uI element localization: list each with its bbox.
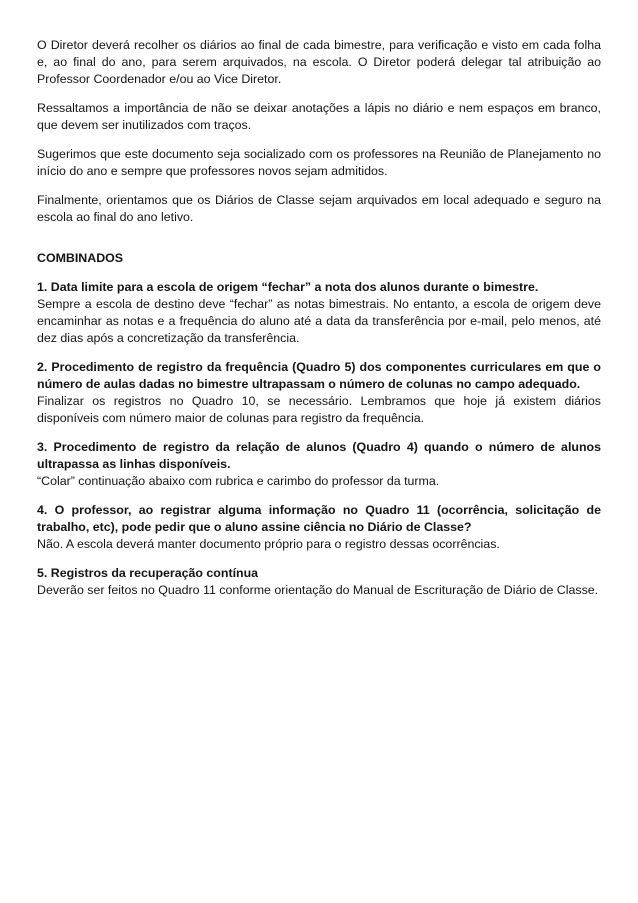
section-heading: COMBINADOS	[37, 251, 124, 265]
intro-paragraph-director: O Diretor deverá recolher os diários ao final de cada bimestre, para verificação e visto em cada folha e, ao final do ano, para serem arquivados, na escola. O Diretor poderá delegar tal atribuição ao Professor Coordenador e/ou ao Vice Diretor.	[37, 38, 601, 86]
intro-paragraph-socialize: Sugerimos que este documento seja socializado com os professores na Reunião de Planejamento no início do ano e sempre que professores novos sejam admitidos.	[37, 147, 601, 178]
item-4	[37, 502, 601, 553]
item-title: 5. Registros da recuperação contínua	[37, 566, 259, 580]
intro-paragraph-archive: Finalmente, orientamos que os Diários de Classe sejam arquivados em local adequado e seguro na escola ao final do ano letivo.	[37, 193, 601, 224]
item-2	[37, 359, 601, 427]
item-body: Finalizar os registros no Quadro 10, se necessário. Lembramos que hoje já existem diários disponíveis com número maior de colunas para registro da frequência.	[37, 394, 601, 425]
item-body: Não. A escola deverá manter documento próprio para o registro dessas ocorrências.	[37, 537, 500, 551]
item-body: “Colar” continuação abaixo com rubrica e carimbo do professor da turma.	[37, 474, 440, 488]
intro-paragraph-pencil: Ressaltamos a importância de não se deixar anotações a lápis no diário e nem espaços em branco, que devem ser inutilizados com traços.	[37, 101, 601, 132]
item-title: 1. Data limite para a escola de origem “fechar” a nota dos alunos durante o bimestre.	[37, 280, 539, 294]
section-spacer	[37, 238, 601, 250]
item-3	[37, 439, 601, 490]
item-5	[37, 565, 601, 599]
item-title: 3. Procedimento de registro da relação de alunos (Quadro 4) quando o número de alunos ultrapassa as linhas disponíveis.	[37, 440, 601, 471]
item-title: 4. O professor, ao registrar alguma informação no Quadro 11 (ocorrência, solicitação de trabalho, etc), pode pedir que o aluno assine ciência no Diário de Classe?	[37, 503, 601, 534]
document-page	[37, 37, 601, 611]
item-1	[37, 279, 601, 347]
item-body: Deverão ser feitos no Quadro 11 conforme orientação do Manual de Escrituração de Diário de Classe.	[37, 583, 599, 597]
item-body: Sempre a escola de destino deve “fechar” as notas bimestrais. No entanto, a escola de origem deve encaminhar as notas e a frequência do aluno até a data da transferência por e-mail, pelo menos, até dez dias após a concretização da transferência.	[37, 297, 601, 345]
item-title: 2. Procedimento de registro da frequência (Quadro 5) dos componentes curriculares em que o número de aulas dadas no bimestre ultrapassam o número de colunas no campo adequado.	[37, 360, 601, 391]
